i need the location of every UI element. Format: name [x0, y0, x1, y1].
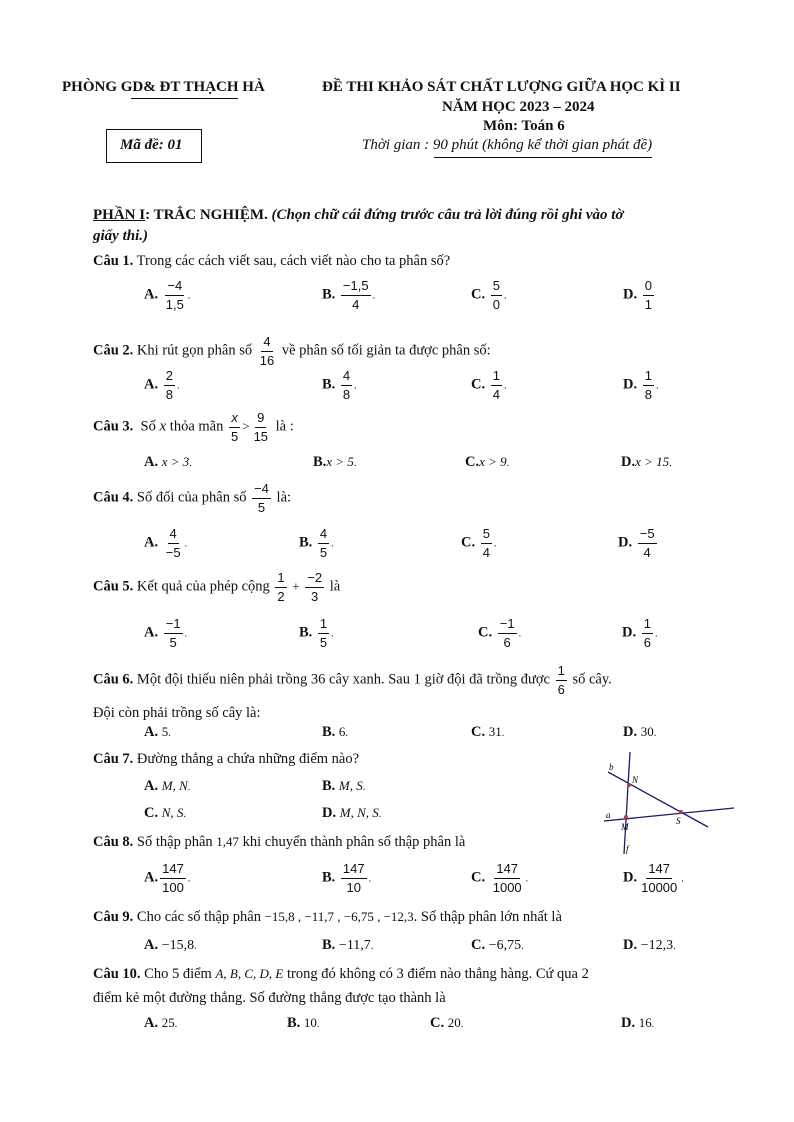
- q2-option-a[interactable]: A. $\frac{2}{8}$ .: [144, 368, 180, 402]
- time-underline: [434, 157, 652, 158]
- q9-option-c[interactable]: C. −6,75.: [471, 937, 524, 953]
- q7-option-a[interactable]: A. M, N.: [144, 778, 191, 794]
- exam-code: Mã đề: 01: [120, 137, 183, 153]
- q1-option-a[interactable]: A. $\frac{-4}{1,5}$ .: [144, 278, 191, 312]
- q6-option-c[interactable]: C. 31.: [471, 724, 505, 740]
- q9-option-d[interactable]: D. −12,3.: [623, 937, 676, 953]
- q10-option-b[interactable]: B. 10.: [287, 1015, 320, 1031]
- q6-option-a[interactable]: A. 5.: [144, 724, 171, 740]
- q7-option-d[interactable]: D. M, N, S.: [322, 805, 382, 821]
- question-2: Câu 2. Khi rút gọn phân số $\frac{4}{16}$ về phân số tối giản ta được phân số:: [93, 334, 491, 368]
- q7-option-c[interactable]: C. N, S.: [144, 805, 186, 821]
- q10-option-c[interactable]: C. 20.: [430, 1015, 464, 1031]
- q6-option-b[interactable]: B. 6.: [322, 724, 348, 740]
- q9-option-b[interactable]: B. −11,7.: [322, 937, 374, 953]
- lines-figure: [594, 748, 740, 860]
- q5-option-b[interactable]: B. $\frac{1}{5}$ .: [299, 616, 334, 650]
- q2-option-c[interactable]: C. $\frac{1}{4}$ .: [471, 368, 507, 402]
- q3-option-c[interactable]: C.x > 9.: [465, 454, 510, 470]
- point-s: [679, 810, 683, 814]
- q4-option-d[interactable]: D. $\frac{-5}{4}$: [618, 526, 655, 560]
- q1-option-b[interactable]: B. $\frac{-1,5}{4}$ .: [322, 278, 376, 312]
- school-year: NĂM HỌC 2023 – 2024: [442, 99, 595, 115]
- subject: Môn: Toán 6: [483, 118, 565, 134]
- q5-option-a[interactable]: A. $\frac{-1}{5}$ .: [144, 616, 188, 650]
- label-f: f: [626, 844, 629, 854]
- question-8: Câu 8. Số thập phân 1,47 khi chuyển thành phân số thập phân là: [93, 834, 466, 850]
- q7-option-b[interactable]: B. M, S.: [322, 778, 366, 794]
- q4-option-c[interactable]: C. $\frac{5}{4}$ .: [461, 526, 497, 560]
- question-7: Câu 7. Đường thẳng a chứa những điểm nào?: [93, 751, 360, 767]
- point-n: [627, 783, 631, 787]
- question-6-cont: Đội còn phải trồng số cây là:: [93, 705, 261, 721]
- question-6: Câu 6. Một đội thiếu niên phải trồng 36 cây xanh. Sau 1 giờ đội đã trồng được $\frac{1}{6}$ số cây.: [93, 663, 612, 697]
- label-m: M: [621, 822, 629, 832]
- q2-option-b[interactable]: B. $\frac{4}{8}$ .: [322, 368, 357, 402]
- q8-option-c[interactable]: C. $\frac{147}{1000}$ .: [471, 861, 529, 895]
- question-9: Câu 9. Cho các số thập phân −15,8 , −11,7 , −6,75 , −12,3. Số thập phân lớn nhất là: [93, 909, 562, 925]
- q10-option-a[interactable]: A. 25.: [144, 1015, 178, 1031]
- question-3: Câu 3. Số x thỏa mãn $\frac{x}{5}$ > $\frac{9}{15}$ là :: [93, 410, 294, 444]
- header-underline: [131, 98, 238, 99]
- q2-option-d[interactable]: D. $\frac{1}{8}$ .: [623, 368, 659, 402]
- question-10: Câu 10. Cho 5 điểm A, B, C, D, E trong đó không có 3 điểm nào thẳng hàng. Cứ qua 2: [93, 966, 589, 982]
- label-s: S: [676, 816, 681, 826]
- label-n: N: [632, 775, 639, 785]
- q8-option-d[interactable]: D. $\frac{147}{10000}$ .: [623, 861, 684, 895]
- q9-option-a[interactable]: A. −15,8.: [144, 937, 197, 953]
- exam-title: ĐỀ THI KHẢO SÁT CHẤT LƯỢNG GIỮA HỌC KÌ II: [322, 79, 681, 95]
- section-heading: PHẦN I: TRẮC NGHIỆM. (Chọn chữ cái đứng trước câu trả lời đúng rồi ghi vào tờ: [93, 207, 624, 223]
- department-name: PHÒNG GD& ĐT THẠCH HÀ: [62, 79, 265, 95]
- line-f: [624, 752, 630, 854]
- q10-option-d[interactable]: D. 16.: [621, 1015, 655, 1031]
- q5-option-c[interactable]: C. $\frac{-1}{6}$ .: [478, 616, 522, 650]
- section-instruction-cont: giấy thi.): [93, 228, 148, 244]
- q8-option-b[interactable]: B. $\frac{147}{10}$ .: [322, 861, 372, 895]
- q6-option-d[interactable]: D. 30.: [623, 724, 657, 740]
- question-10-cont: điểm kẻ một đường thẳng. Số đường thẳng được tạo thành là: [93, 990, 446, 1006]
- question-5: Câu 5. Kết quả của phép cộng $\frac{1}{2}$ + $\frac{-2}{3}$ là: [93, 570, 341, 604]
- q4-option-a[interactable]: A. $\frac{4}{-5}$ .: [144, 526, 188, 560]
- question-1: Câu 1. Trong các cách viết sau, cách viết nào cho ta phân số?: [93, 253, 451, 269]
- q3-option-b[interactable]: B.x > 5.: [313, 454, 357, 470]
- exam-time: Thời gian : 90 phút (không kể thời gian phát đề): [362, 137, 653, 153]
- q4-option-b[interactable]: B. $\frac{4}{5}$ .: [299, 526, 334, 560]
- q5-option-d[interactable]: D. $\frac{1}{6}$ .: [622, 616, 658, 650]
- q8-option-a[interactable]: A. $\frac{147}{100}$ .: [144, 861, 191, 895]
- q1-option-d[interactable]: D. $\frac{0}{1}$: [623, 278, 652, 312]
- label-a: a: [606, 810, 611, 820]
- q3-option-a[interactable]: A. x > 3.: [144, 454, 192, 470]
- q3-option-d[interactable]: D.x > 15.: [621, 454, 672, 470]
- point-m: [624, 815, 628, 819]
- question-4: Câu 4. Số đối của phân số $\frac{-4}{5}$ là:: [93, 481, 292, 515]
- label-b: b: [609, 762, 614, 772]
- line-a: [604, 808, 734, 821]
- q1-option-c[interactable]: C. $\frac{5}{0}$ .: [471, 278, 507, 312]
